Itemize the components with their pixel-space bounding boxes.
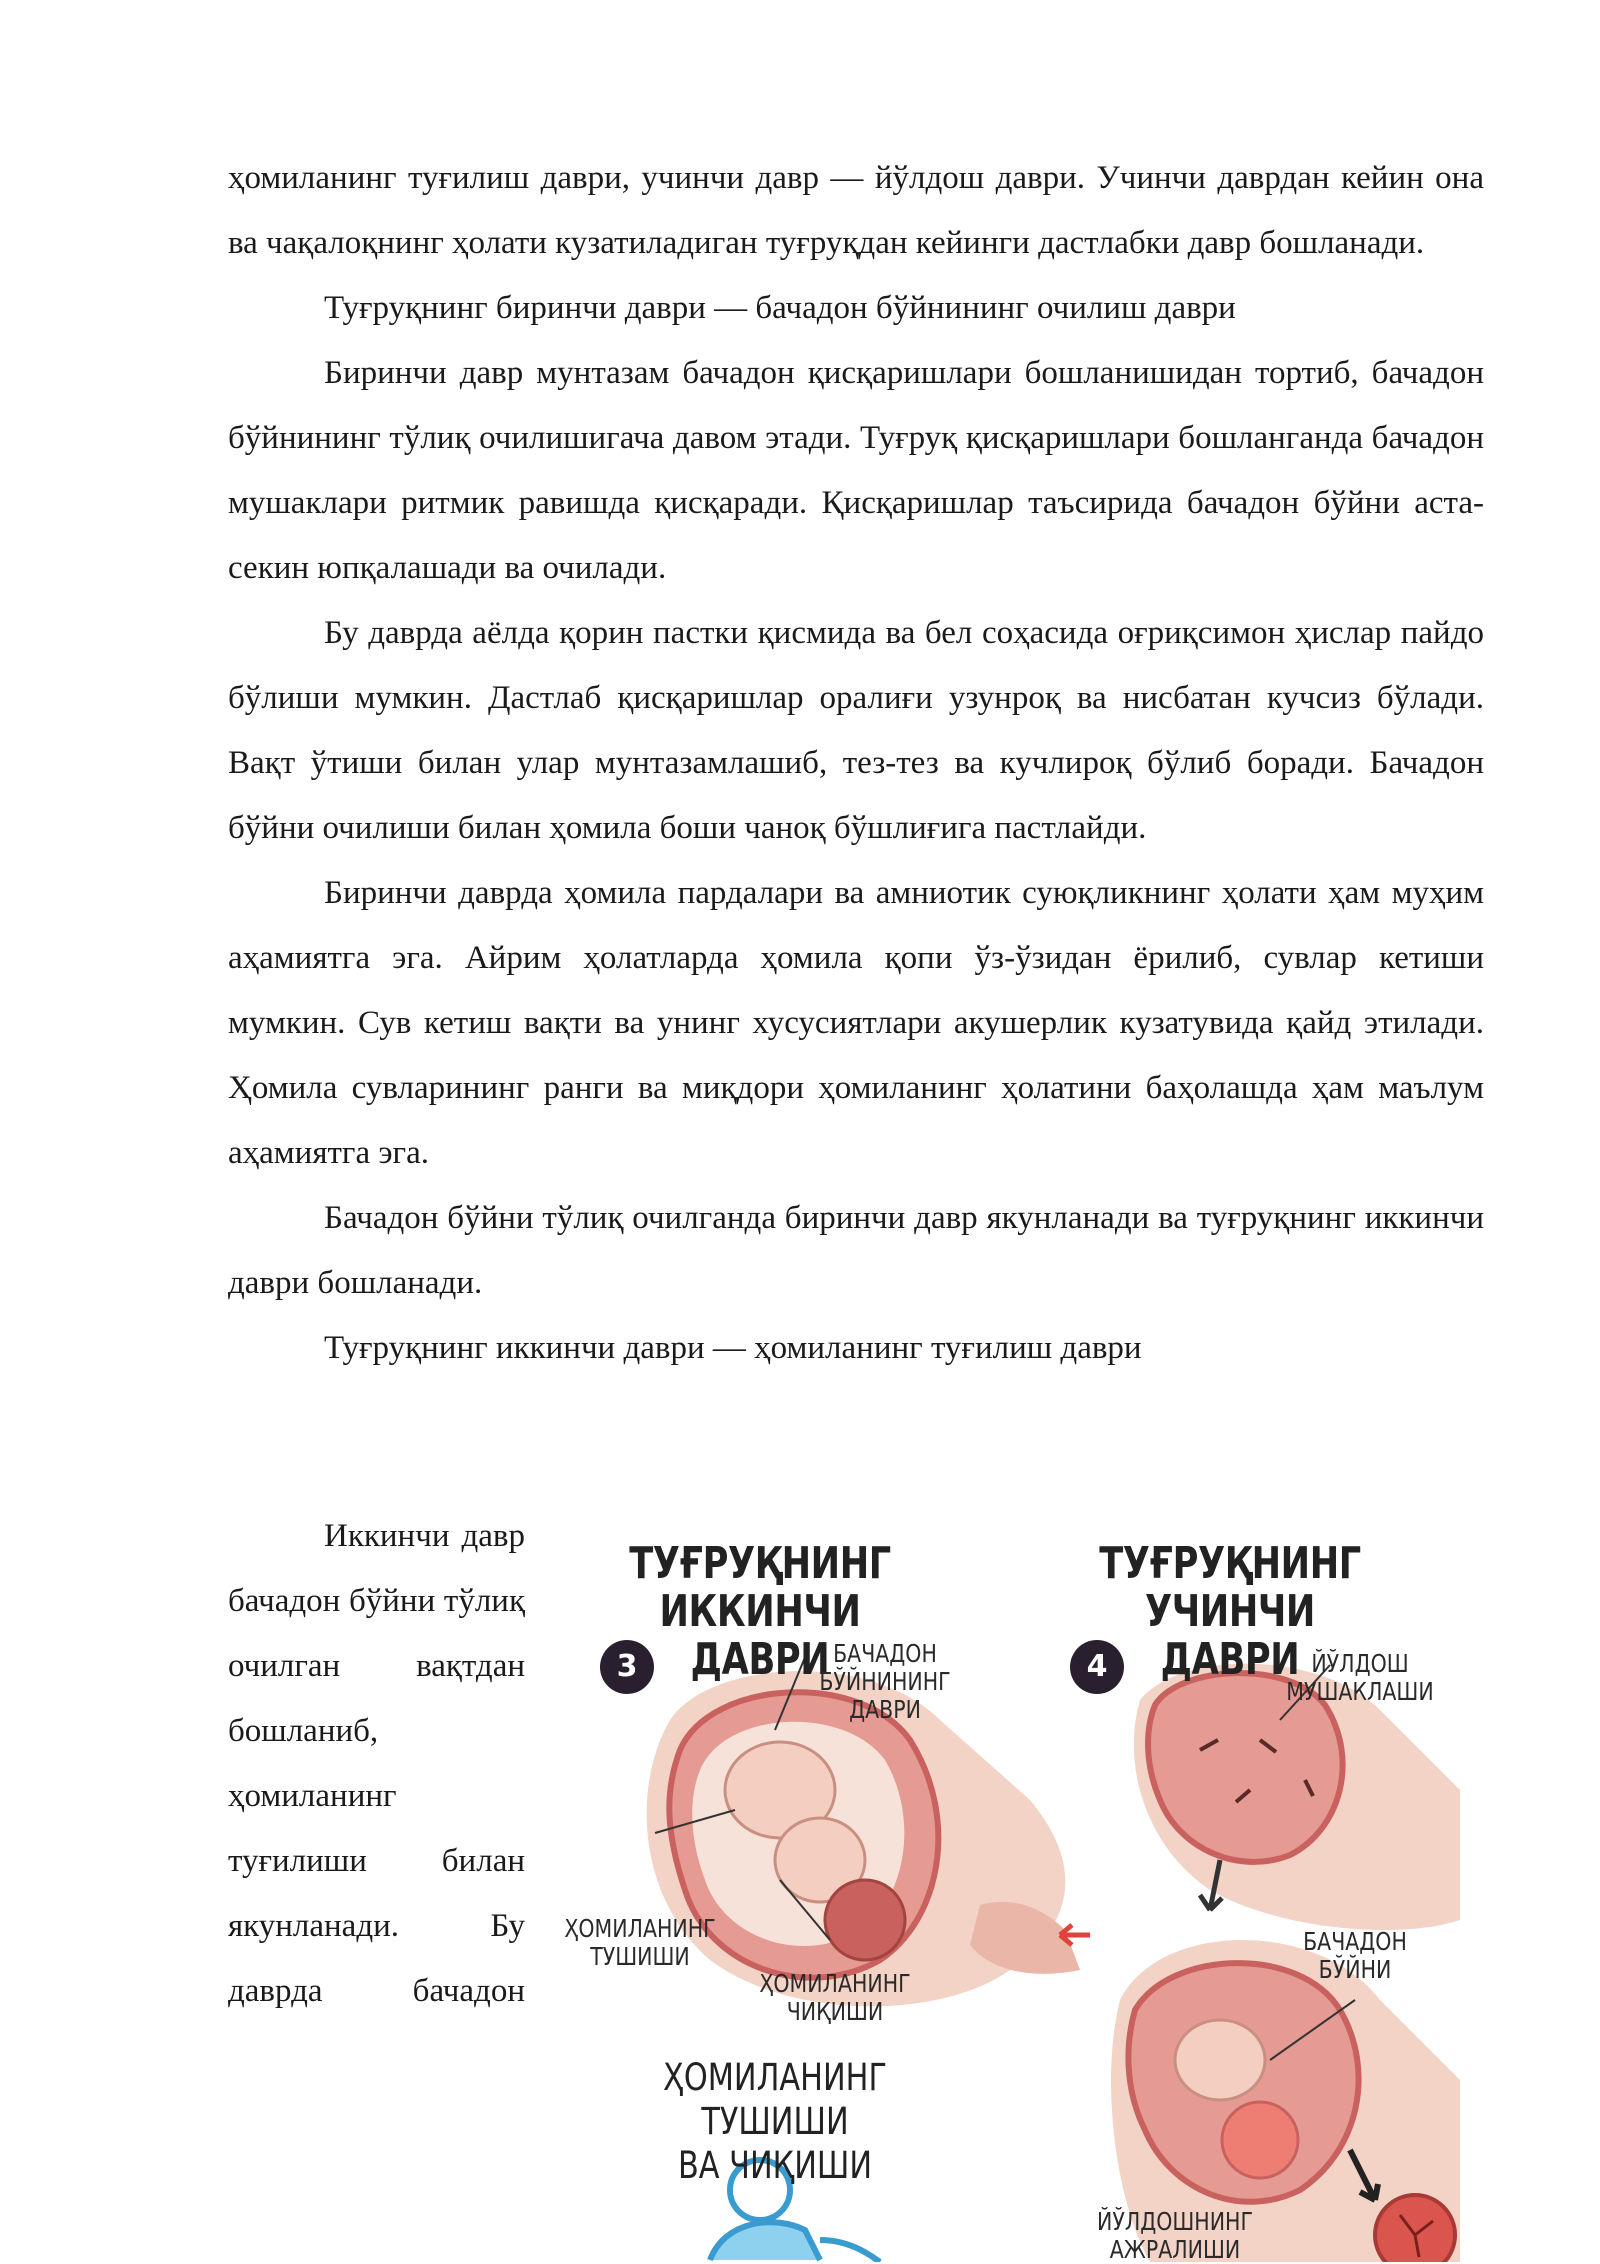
- fetus-head: [825, 1880, 905, 1960]
- fetus-bottom-head: [1222, 2102, 1298, 2178]
- label-placenta-separation-line-2: АЖРАЛИШИ: [1109, 2235, 1241, 2264]
- label-placenta-separation: [1081, 2208, 1270, 2264]
- label-cervix-stage-line-1: БАЧАДОН: [833, 1639, 937, 1668]
- step-badge-3: 3: [600, 1640, 654, 1694]
- left-panel-caption: [595, 2056, 956, 2188]
- left-title-line-2: ИККИНЧИ ДАВРИ: [659, 1586, 861, 1685]
- left-title-line-1: ТУҒРУҚНИНГ: [629, 1538, 891, 1589]
- label-cervix-line-2: БЎЙНИ: [1318, 1955, 1392, 1984]
- label-cervix-stage: [803, 1640, 967, 1724]
- label-fetal-descent: [558, 1915, 722, 1971]
- arrow-emergence: [1060, 1925, 1090, 1945]
- label-cervix: [1285, 1928, 1424, 1984]
- label-fetal-expulsion: [741, 1970, 930, 2026]
- paragraph-1: ҳомиланинг туғилиш даври, учинчи давр — йўлдош даври. Учинчи даврдан кейин она ва чақалоқнинг ҳолати кузатиладиган туғруқдан кейинги дастлабки давр бошланади.: [228, 160, 1484, 261]
- label-fetal-descent-line-2: ТУШИШИ: [590, 1942, 690, 1971]
- label-cervix-stage-line-2: БЎЙНИНИНГ: [819, 1667, 951, 1696]
- right-title-line-1: ТУҒРУҚНИНГ: [1099, 1538, 1361, 1589]
- label-placenta-separation-line-1: ЙЎЛДОШНИНГ: [1096, 2207, 1253, 2236]
- side-paragraph: Иккинчи давр бачадон бўйни тўлиқ очилган вақтдан бошланиб, ҳомиланинг туғилиши билан якунланади. Бу даврда бачадон: [228, 1518, 525, 2009]
- left-caption-line-2: ВА ЧИҚИШИ: [677, 2144, 873, 2187]
- label-placenta-contraction-line-2: МУШАКЛАШИ: [1286, 1677, 1434, 1706]
- paragraph-3: Бу даврда аёлда қорин пастки қисмида ва бел соҳасида оғриқсимон ҳислар пайдо бўлиши мумкин. Дастлаб қисқаришлар оралиғи узунроқ ва нисбатан кучсиз бўлади. Вақт ўтиши билан улар мунтазамлашиб, тез-тез ва кучлироқ бўлиб боради. Бачадон бўйни очилиши билан ҳомила боши чаноқ бўшлиғига пастлайди.: [228, 615, 1484, 846]
- section-heading-first-stage: Туғруқнинг биринчи даври — бачадон бўйнининг очилиш даври: [324, 290, 1236, 326]
- left-caption-line-1: ҲОМИЛАНИНГ ТУШИШИ: [663, 2056, 887, 2143]
- label-fetal-expulsion-line-2: ЧИҚИШИ: [786, 1997, 884, 2026]
- side-column-text: [228, 1504, 525, 2024]
- paragraph-2: Биринчи давр мунтазам бачадон қисқаришлари бошланишидан тортиб, бачадон бўйнининг тўлиқ очилишигача давом этади. Туғруқ қисқаришлари бошланганда бачадон мушаклари ритмик равишда қисқаради. Қисқаришлар таъсирида бачадон бўйни аста-секин юпқалашади ва очилади.: [228, 355, 1484, 586]
- label-placenta-contraction: [1278, 1650, 1442, 1706]
- label-placenta-contraction-line-1: ЙЎЛДОШ: [1311, 1649, 1409, 1678]
- labor-stages-illustration: [560, 1500, 1460, 2262]
- label-fetal-expulsion-line-1: ҲОМИЛАНИНГ: [759, 1969, 911, 1998]
- step-badge-4: 4: [1070, 1640, 1124, 1694]
- paragraph-5: Бачадон бўйни тўлиқ очилганда биринчи давр якунланади ва туғруқнинг иккинчи даври бошланади.: [228, 1200, 1484, 1301]
- right-title-line-2: УЧИНЧИ ДАВРИ: [1144, 1586, 1315, 1685]
- fetus-bottom-body: [1175, 2020, 1265, 2100]
- label-cervix-stage-line-3: ДАВРИ: [849, 1695, 921, 1724]
- paragraph-4: Биринчи даврда ҳомила пардалари ва амниотик суюқликнинг ҳолати ҳам муҳим аҳамиятга эга. Айрим ҳолатларда ҳомила қопи ўз-ўзидан ёрилиб, сувлар кетиши мумкин. Сув кетиш вақти ва унинг хусусиятлари акушерлик кузатувида қайд этилади. Ҳомила сувларининг ранги ва миқдори ҳомиланинг ҳолатини баҳолашда ҳам маълум аҳамиятга эга.: [228, 875, 1484, 1171]
- section-heading-second-stage: Туғруқнинг иккинчи даври — ҳомиланинг туғилиш даври: [324, 1330, 1142, 1366]
- main-text: [228, 146, 1484, 1381]
- placenta-icon: [1375, 2195, 1455, 2262]
- label-cervix-line-1: БАЧАДОН: [1303, 1927, 1407, 1956]
- label-fetal-descent-line-1: ҲОМИЛАНИНГ: [564, 1914, 716, 1943]
